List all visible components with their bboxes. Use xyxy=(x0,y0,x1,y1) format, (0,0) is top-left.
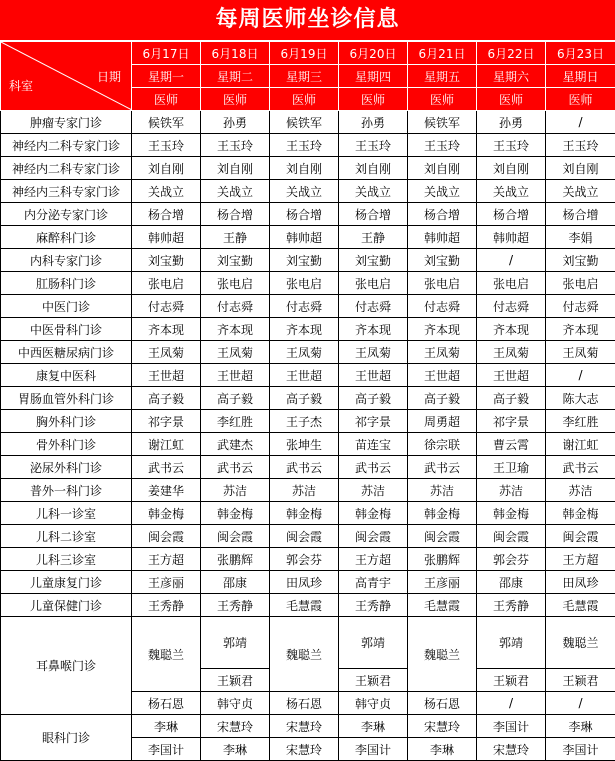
schedule-table xyxy=(0,41,615,761)
doctor-cell: 杨石恩 xyxy=(270,692,339,715)
doctor-cell: 刘自刚 xyxy=(201,157,270,180)
doctor-cell: 杨合增 xyxy=(132,203,201,226)
doctor-cell: 田凤珍 xyxy=(546,571,615,594)
doctor-cell: 齐本现 xyxy=(408,318,477,341)
table-row xyxy=(1,249,615,272)
doctor-cell: 周勇超 xyxy=(408,410,477,433)
doctor-cell: 王彦丽 xyxy=(408,571,477,594)
doctor-cell: 魏聪兰 xyxy=(546,617,615,669)
doctor-cell: 杨石恩 xyxy=(408,692,477,715)
doctor-cell: 孙勇 xyxy=(201,111,270,134)
doctor-cell: 王凤菊 xyxy=(408,341,477,364)
doctor-cell: 武书云 xyxy=(408,456,477,479)
table-row xyxy=(1,525,615,548)
dept-name: 中医门诊 xyxy=(1,295,132,318)
doctor-cell: 李娟 xyxy=(546,226,615,249)
header-doctor: 医师 xyxy=(477,88,546,111)
doctor-cell: 刘宝勤 xyxy=(270,249,339,272)
doctor-cell: 王秀静 xyxy=(201,594,270,617)
doctor-cell: 王秀静 xyxy=(477,594,546,617)
table-row xyxy=(1,594,615,617)
doctor-cell: 杨合增 xyxy=(477,203,546,226)
doctor-cell: 李国计 xyxy=(546,738,615,761)
table-row xyxy=(1,387,615,410)
table-row xyxy=(1,410,615,433)
doctor-cell: 王凤菊 xyxy=(270,341,339,364)
doctor-cell: 王彦丽 xyxy=(132,571,201,594)
doctor-cell: 苏洁 xyxy=(546,479,615,502)
doctor-cell: 邵康 xyxy=(201,571,270,594)
doctor-cell: 魏聪兰 xyxy=(408,617,477,692)
doctor-cell: 齐本现 xyxy=(546,318,615,341)
doctor-cell: 李琳 xyxy=(339,715,408,738)
doctor-cell: 王卫瑜 xyxy=(477,456,546,479)
doctor-cell: 韩金梅 xyxy=(270,502,339,525)
doctor-cell: 齐本现 xyxy=(477,318,546,341)
header-weekday: 星期六 xyxy=(477,65,546,88)
dept-name: 肛肠科门诊 xyxy=(1,272,132,295)
doctor-cell: 宋慧玲 xyxy=(408,715,477,738)
doctor-cell: 郭会芬 xyxy=(477,548,546,571)
table-row xyxy=(1,433,615,456)
doctor-cell: 杨合增 xyxy=(339,203,408,226)
doctor-cell: 韩金梅 xyxy=(477,502,546,525)
header-date: 6月21日 xyxy=(408,42,477,65)
doctor-cell: / xyxy=(546,364,615,387)
doctor-cell: 闽会霞 xyxy=(132,525,201,548)
doctor-cell: 杨石恩 xyxy=(132,692,201,715)
doctor-cell: 武书云 xyxy=(132,456,201,479)
date-column-label: 日期 xyxy=(97,68,121,85)
doctor-cell: 高子毅 xyxy=(477,387,546,410)
dept-name: 康复中医科 xyxy=(1,364,132,387)
doctor-cell: 祁字景 xyxy=(132,410,201,433)
table-row xyxy=(1,318,615,341)
doctor-cell: 郭会芬 xyxy=(270,548,339,571)
dept-name: 儿童保健门诊 xyxy=(1,594,132,617)
doctor-cell: 刘自刚 xyxy=(546,157,615,180)
doctor-cell: 王玉玲 xyxy=(270,134,339,157)
dept-name: 普外一科门诊 xyxy=(1,479,132,502)
page-title: 每周医师坐诊信息 xyxy=(0,0,615,41)
doctor-cell: 韩金梅 xyxy=(339,502,408,525)
doctor-cell: 李红胜 xyxy=(201,410,270,433)
doctor-cell: 孙勇 xyxy=(339,111,408,134)
doctor-cell: 王方超 xyxy=(339,548,408,571)
doctor-cell: 韩帅超 xyxy=(270,226,339,249)
doctor-cell: 宋慧玲 xyxy=(270,738,339,761)
doctor-cell: 张电启 xyxy=(477,272,546,295)
doctor-cell: 田凤珍 xyxy=(270,571,339,594)
doctor-cell: 张电启 xyxy=(201,272,270,295)
doctor-cell: 刘宝勤 xyxy=(408,249,477,272)
doctor-cell: 刘自刚 xyxy=(339,157,408,180)
table-row xyxy=(1,571,615,594)
dept-name: 儿科二诊室 xyxy=(1,525,132,548)
header-weekday: 星期二 xyxy=(201,65,270,88)
dept-name: 神经内三科专家门诊 xyxy=(1,180,132,203)
doctor-cell: 付志舜 xyxy=(546,295,615,318)
doctor-cell: 闽会霞 xyxy=(270,525,339,548)
doctor-cell: 候铁军 xyxy=(408,111,477,134)
doctor-cell: 韩帅超 xyxy=(408,226,477,249)
doctor-cell: 高子毅 xyxy=(408,387,477,410)
doctor-cell: 毛慧霞 xyxy=(270,594,339,617)
dept-name: 胃肠血管外科门诊 xyxy=(1,387,132,410)
dept-name: 眼科门诊 xyxy=(1,715,132,761)
doctor-cell: 刘自刚 xyxy=(408,157,477,180)
doctor-cell: 毛慧霞 xyxy=(546,594,615,617)
doctor-cell: 高子毅 xyxy=(270,387,339,410)
doctor-cell: 张电启 xyxy=(339,272,408,295)
doctor-cell: 郭靖 xyxy=(477,617,546,669)
doctor-cell: 王凤菊 xyxy=(339,341,408,364)
header-doctor: 医师 xyxy=(408,88,477,111)
dept-name: 儿童康复门诊 xyxy=(1,571,132,594)
doctor-cell: 苏洁 xyxy=(477,479,546,502)
doctor-cell: 李琳 xyxy=(132,715,201,738)
doctor-cell: 韩帅超 xyxy=(477,226,546,249)
table-row xyxy=(1,502,615,525)
dept-name: 中医骨科门诊 xyxy=(1,318,132,341)
table-row xyxy=(1,134,615,157)
header-doctor: 医师 xyxy=(270,88,339,111)
doctor-cell: 关战立 xyxy=(477,180,546,203)
doctor-cell: 王颖君 xyxy=(546,669,615,692)
doctor-cell: 候铁军 xyxy=(270,111,339,134)
doctor-cell: 张鹏辉 xyxy=(408,548,477,571)
doctor-cell: 徐宗联 xyxy=(408,433,477,456)
doctor-cell: 苏洁 xyxy=(339,479,408,502)
table-row xyxy=(1,226,615,249)
doctor-cell: 谢江虹 xyxy=(546,433,615,456)
table-row xyxy=(1,341,615,364)
doctor-cell: 陈大志 xyxy=(546,387,615,410)
doctor-cell: 王世超 xyxy=(477,364,546,387)
dept-column-label: 科室 xyxy=(9,77,33,94)
doctor-cell: 李红胜 xyxy=(546,410,615,433)
header-doctor: 医师 xyxy=(132,88,201,111)
doctor-cell: 杨合增 xyxy=(546,203,615,226)
doctor-cell: 王颖君 xyxy=(339,669,408,692)
doctor-cell: 毛慧霞 xyxy=(408,594,477,617)
header-corner xyxy=(1,42,132,111)
dept-name: 泌尿外科门诊 xyxy=(1,456,132,479)
doctor-cell: 关战立 xyxy=(546,180,615,203)
doctor-cell: 韩金梅 xyxy=(201,502,270,525)
doctor-cell: 王玉玲 xyxy=(477,134,546,157)
doctor-cell: 付志舜 xyxy=(339,295,408,318)
doctor-cell: 杨合增 xyxy=(270,203,339,226)
doctor-cell: 张电启 xyxy=(270,272,339,295)
doctor-cell: 刘自刚 xyxy=(132,157,201,180)
doctor-cell: 李琳 xyxy=(408,738,477,761)
dept-name: 肿瘤专家门诊 xyxy=(1,111,132,134)
header-date: 6月20日 xyxy=(339,42,408,65)
header-doctor: 医师 xyxy=(546,88,615,111)
dept-name: 神经内二科专家门诊 xyxy=(1,134,132,157)
doctor-cell: 王凤菊 xyxy=(477,341,546,364)
doctor-cell: 王世超 xyxy=(339,364,408,387)
doctor-cell: 李琳 xyxy=(201,738,270,761)
doctor-cell: 王子杰 xyxy=(270,410,339,433)
doctor-cell: 郭靖 xyxy=(201,617,270,669)
doctor-cell: 李国计 xyxy=(477,715,546,738)
dept-name: 儿科三诊室 xyxy=(1,548,132,571)
doctor-cell: 高青宇 xyxy=(339,571,408,594)
doctor-cell: 武书云 xyxy=(270,456,339,479)
header-date: 6月19日 xyxy=(270,42,339,65)
doctor-cell: 刘宝勤 xyxy=(201,249,270,272)
doctor-cell: / xyxy=(546,692,615,715)
doctor-cell: 李琳 xyxy=(546,715,615,738)
doctor-cell: 齐本现 xyxy=(132,318,201,341)
dept-name: 儿科一诊室 xyxy=(1,502,132,525)
doctor-cell: 邵康 xyxy=(477,571,546,594)
doctor-cell: 苏洁 xyxy=(408,479,477,502)
table-row xyxy=(1,203,615,226)
doctor-cell: 张电启 xyxy=(132,272,201,295)
header-weekday: 星期一 xyxy=(132,65,201,88)
doctor-cell: 王颖君 xyxy=(201,669,270,692)
doctor-cell: 付志舜 xyxy=(201,295,270,318)
doctor-cell: 武书云 xyxy=(339,456,408,479)
header-doctor: 医师 xyxy=(201,88,270,111)
doctor-cell: 王颖君 xyxy=(477,669,546,692)
doctor-cell: 齐本现 xyxy=(201,318,270,341)
dept-name: 内分泌专家门诊 xyxy=(1,203,132,226)
doctor-cell: 付志舜 xyxy=(270,295,339,318)
doctor-cell: 武书云 xyxy=(546,456,615,479)
doctor-cell: 王玉玲 xyxy=(339,134,408,157)
doctor-cell: 李国计 xyxy=(132,738,201,761)
dept-name: 骨外科门诊 xyxy=(1,433,132,456)
dept-name: 神经内二科专家门诊 xyxy=(1,157,132,180)
doctor-cell: 魏聪兰 xyxy=(270,617,339,692)
header-doctor: 医师 xyxy=(339,88,408,111)
dept-name: 耳鼻喉门诊 xyxy=(1,617,132,715)
table-row xyxy=(1,479,615,502)
table-row xyxy=(1,111,615,134)
dept-name: 麻醉科门诊 xyxy=(1,226,132,249)
header-weekday: 星期五 xyxy=(408,65,477,88)
doctor-cell: 王世超 xyxy=(201,364,270,387)
doctor-cell: 苏洁 xyxy=(201,479,270,502)
doctor-cell: 关战立 xyxy=(201,180,270,203)
doctor-cell: 韩帅超 xyxy=(132,226,201,249)
doctor-cell: 张电启 xyxy=(408,272,477,295)
doctor-cell: 王玉玲 xyxy=(201,134,270,157)
doctor-cell: 张坤生 xyxy=(270,433,339,456)
doctor-cell: 姜建华 xyxy=(132,479,201,502)
doctor-cell: 齐本现 xyxy=(339,318,408,341)
doctor-cell: 苗连宝 xyxy=(339,433,408,456)
doctor-cell: 刘宝勤 xyxy=(546,249,615,272)
doctor-cell: / xyxy=(477,249,546,272)
doctor-cell: 闽会霞 xyxy=(546,525,615,548)
header-date: 6月18日 xyxy=(201,42,270,65)
dept-name: 胸外科门诊 xyxy=(1,410,132,433)
header-date: 6月22日 xyxy=(477,42,546,65)
doctor-cell: 韩金梅 xyxy=(546,502,615,525)
doctor-cell: 关战立 xyxy=(132,180,201,203)
doctor-cell: 闽会霞 xyxy=(477,525,546,548)
doctor-cell: / xyxy=(477,692,546,715)
header-weekday: 星期日 xyxy=(546,65,615,88)
doctor-cell: 王玉玲 xyxy=(408,134,477,157)
doctor-cell: 王玉玲 xyxy=(546,134,615,157)
table-row xyxy=(1,295,615,318)
doctor-cell: 付志舜 xyxy=(408,295,477,318)
doctor-cell: 宋慧玲 xyxy=(477,738,546,761)
doctor-cell: 王世超 xyxy=(270,364,339,387)
table-row xyxy=(1,180,615,203)
doctor-cell: 王世超 xyxy=(408,364,477,387)
table-row xyxy=(1,456,615,479)
doctor-cell: 闽会霞 xyxy=(201,525,270,548)
doctor-cell: 候铁军 xyxy=(132,111,201,134)
doctor-cell: 闽会霞 xyxy=(408,525,477,548)
doctor-cell: 韩守贞 xyxy=(201,692,270,715)
doctor-cell: 郭靖 xyxy=(339,617,408,669)
dept-name: 中西医糖尿病门诊 xyxy=(1,341,132,364)
doctor-cell: 高子毅 xyxy=(339,387,408,410)
doctor-cell: 刘自刚 xyxy=(477,157,546,180)
doctor-cell: 武书云 xyxy=(201,456,270,479)
doctor-cell: 王方超 xyxy=(132,548,201,571)
doctor-cell: 付志舜 xyxy=(477,295,546,318)
table-row xyxy=(1,272,615,295)
doctor-cell: 王秀静 xyxy=(132,594,201,617)
doctor-cell: 韩金梅 xyxy=(408,502,477,525)
doctor-cell: 李国计 xyxy=(339,738,408,761)
doctor-cell: 王秀静 xyxy=(339,594,408,617)
doctor-cell: 齐本现 xyxy=(270,318,339,341)
doctor-cell: 王凤菊 xyxy=(546,341,615,364)
doctor-cell: 杨合增 xyxy=(408,203,477,226)
header-date: 6月17日 xyxy=(132,42,201,65)
doctor-cell: 王世超 xyxy=(132,364,201,387)
header-weekday: 星期四 xyxy=(339,65,408,88)
doctor-cell: 杨合增 xyxy=(201,203,270,226)
doctor-cell: 魏聪兰 xyxy=(132,617,201,692)
doctor-cell: 张电启 xyxy=(546,272,615,295)
doctor-cell: 王方超 xyxy=(546,548,615,571)
doctor-cell: 高子毅 xyxy=(201,387,270,410)
doctor-cell: 关战立 xyxy=(339,180,408,203)
doctor-cell: 刘宝勤 xyxy=(132,249,201,272)
doctor-cell: 关战立 xyxy=(408,180,477,203)
doctor-cell: 谢江虹 xyxy=(132,433,201,456)
doctor-cell: 宋慧玲 xyxy=(201,715,270,738)
doctor-cell: 苏洁 xyxy=(270,479,339,502)
doctor-cell: 祁字景 xyxy=(477,410,546,433)
doctor-cell: 王凤菊 xyxy=(132,341,201,364)
dept-name: 内科专家门诊 xyxy=(1,249,132,272)
doctor-cell: 曹云霄 xyxy=(477,433,546,456)
doctor-cell: 宋慧玲 xyxy=(270,715,339,738)
doctor-cell: 王凤菊 xyxy=(201,341,270,364)
doctor-cell: 关战立 xyxy=(270,180,339,203)
doctor-cell: 王静 xyxy=(339,226,408,249)
table-row xyxy=(1,548,615,571)
doctor-cell: 刘宝勤 xyxy=(339,249,408,272)
table-row xyxy=(1,364,615,387)
doctor-cell: 武建杰 xyxy=(201,433,270,456)
doctor-cell: 刘自刚 xyxy=(270,157,339,180)
doctor-cell: 张鹏辉 xyxy=(201,548,270,571)
header-weekday: 星期三 xyxy=(270,65,339,88)
doctor-cell: 祁字景 xyxy=(339,410,408,433)
header-date: 6月23日 xyxy=(546,42,615,65)
doctor-cell: 孙勇 xyxy=(477,111,546,134)
doctor-cell: 王玉玲 xyxy=(132,134,201,157)
doctor-cell: 王静 xyxy=(201,226,270,249)
doctor-cell: 韩守贞 xyxy=(339,692,408,715)
doctor-cell: 高子毅 xyxy=(132,387,201,410)
doctor-cell: 付志舜 xyxy=(132,295,201,318)
doctor-cell: / xyxy=(546,111,615,134)
doctor-cell: 闽会霞 xyxy=(339,525,408,548)
doctor-cell: 韩金梅 xyxy=(132,502,201,525)
table-row xyxy=(1,157,615,180)
